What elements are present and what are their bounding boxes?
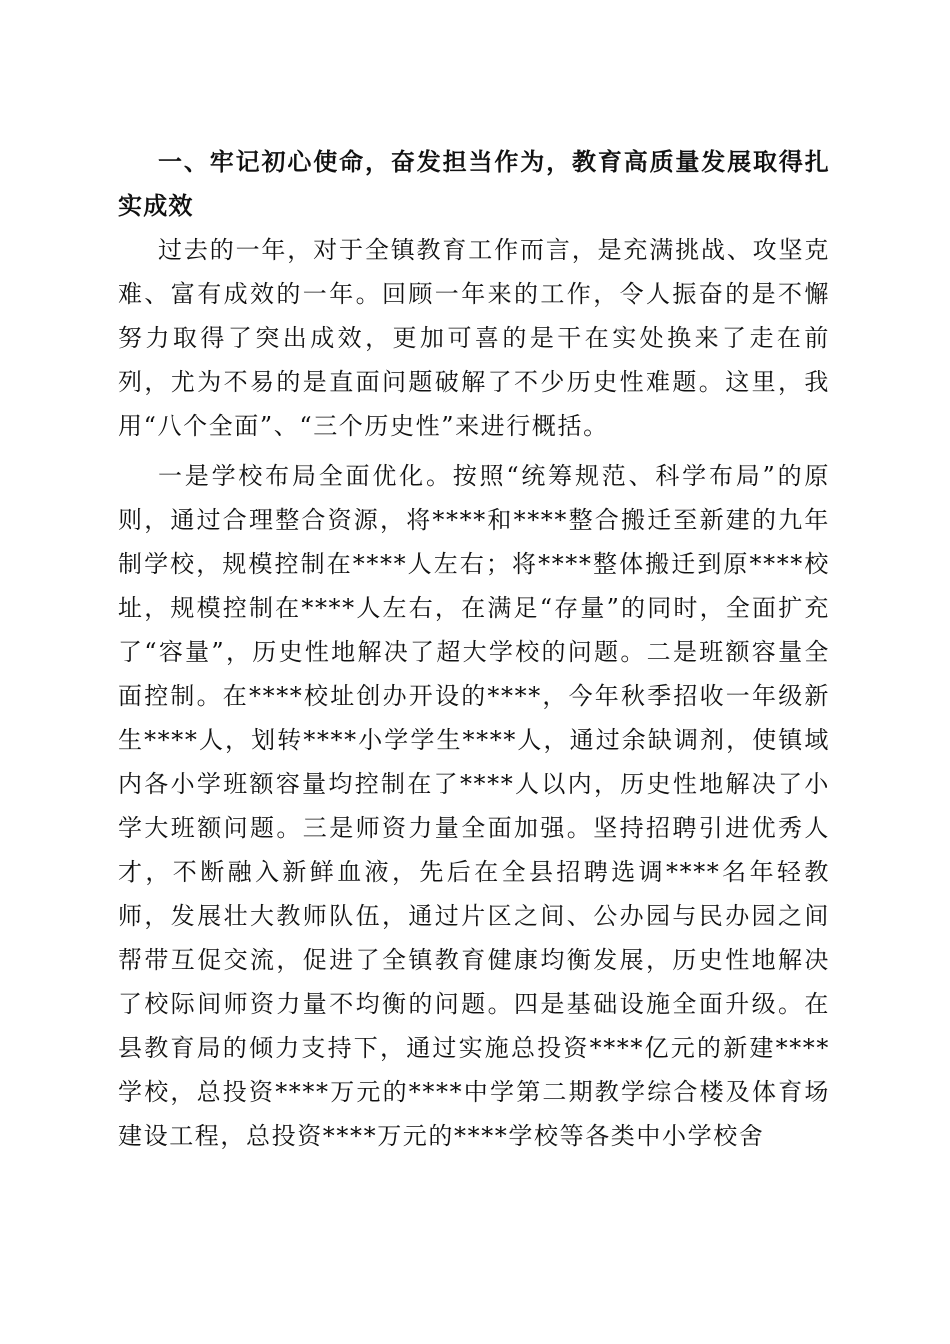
body-paragraph-achievements: 一是学校布局全面优化。按照“统筹规范、科学布局”的原则，通过合理整合资源，将****和****整合搬迁至新建的九年制学校，规模控制在****人左右；将****整体搬迁到原****校址，规模控制在****人左右，在满足“存量”的同时，全面扩充了“容量”，历史性地解决了超大学校的问题。二是班额容量全面控制。在****校址创办开设的****，今年秋季招收一年级新生****人，划转****小学学生****人，通过余缺调剂，使镇域内各小学班额容量均控制在了****人以内，历史性地解决了小学大班额问题。三是师资力量全面加强。坚持招聘引进优秀人才，不断融入新鲜血液，先后在全县招聘选调****名年轻教师，发展壮大教师队伍，通过片区之间、公办园与民办园之间帮带互促交流，促进了全镇教育健康均衡发展，历史性地解决了校际间师资力量不均衡的问题。四是基础设施全面升级。在县教育局的倾力支持下，通过实施总投资****亿元的新建****学校，总投资****万元的****中学第二期教学综合楼及体育场建设工程，总投资****万元的****学校等各类中小学校舍 [118,462,830,1150]
section-heading: 一、牢记初心使命，奋发担当作为，教育高质量发展取得扎实成效 [118,148,830,220]
body-paragraph-overview: 过去的一年，对于全镇教育工作而言，是充满挑战、攻坚克难、富有成效的一年。回顾一年来的工作，令人振奋的是不懈努力取得了突出成效，更加可喜的是干在实处换来了走在前列，尤为不易的是直面问题破解了不少历史性难题。这里，我用“八个全面”、“三个历史性”来进行概括。 [118,236,830,440]
document-body [118,140,830,1158]
